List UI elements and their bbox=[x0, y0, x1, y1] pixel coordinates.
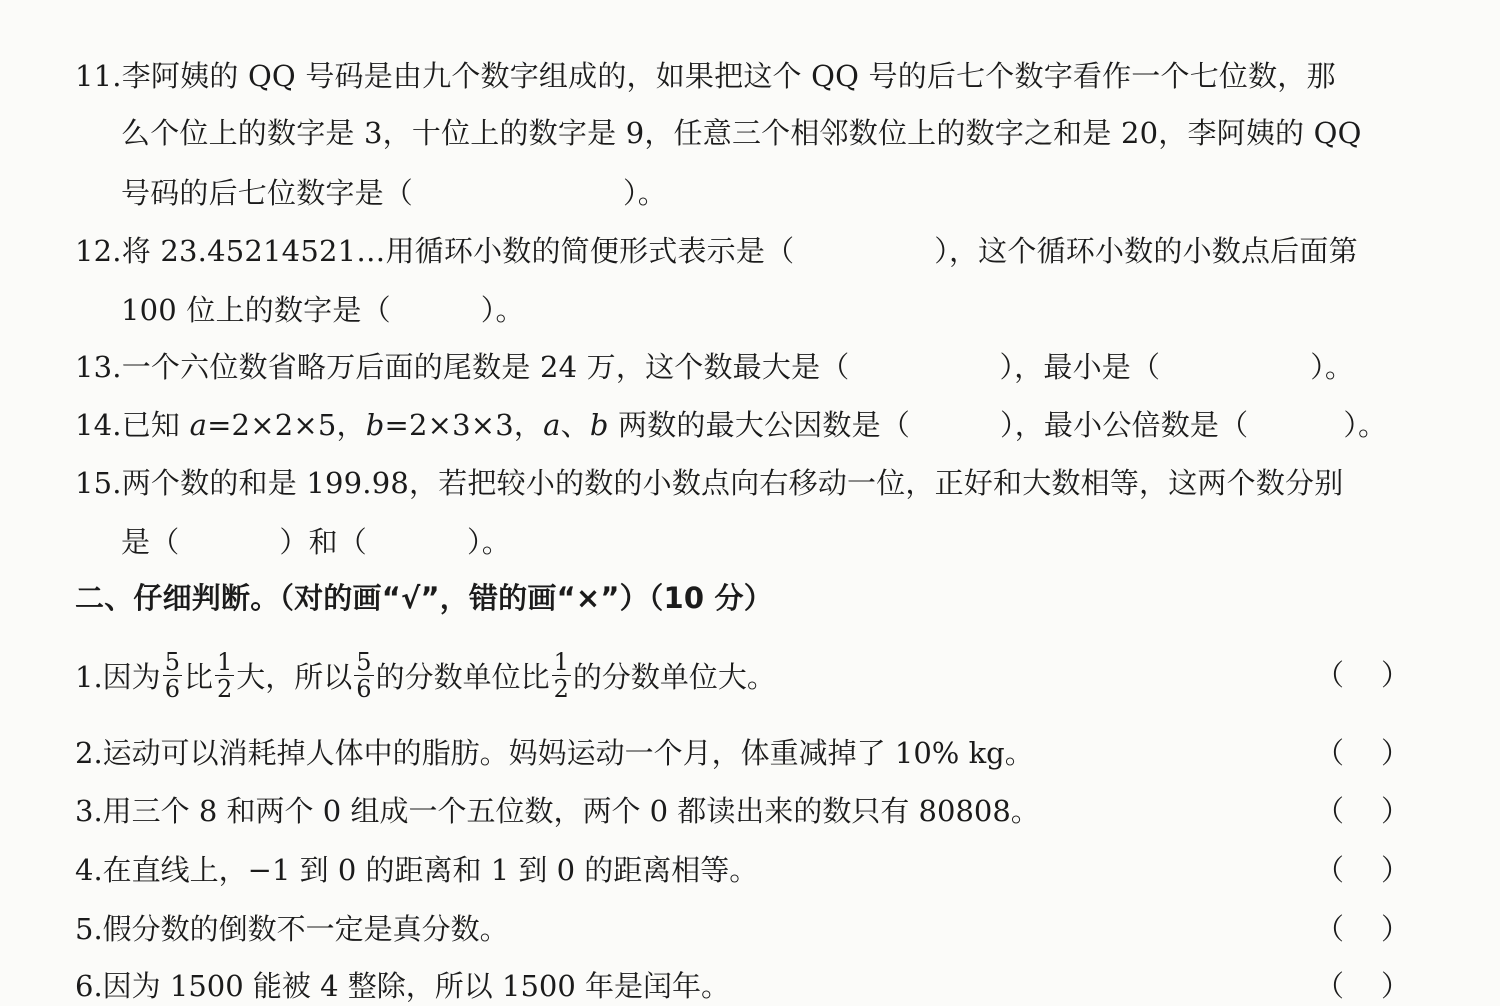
question-text: 因为 1500 能被 4 整除，所以 1500 年是闰年。 bbox=[102, 969, 731, 1003]
answer-parentheses[interactable] bbox=[1315, 966, 1410, 1006]
question-11-line-1 bbox=[75, 56, 1415, 96]
question-number: 11. bbox=[75, 59, 122, 93]
question-12-line-2 bbox=[121, 290, 1461, 330]
numerator: 5 bbox=[164, 647, 180, 676]
question-text: 将 23.45214521…用循环小数的简便形式表示是（ bbox=[121, 234, 795, 268]
close-paren: ） bbox=[1380, 658, 1410, 692]
question-text: 100 位上的数字是（ bbox=[121, 293, 391, 327]
question-text: 比 bbox=[183, 660, 213, 694]
question-text: 一个六位数省略万后面的尾数是 24 万，这个数最大是（ bbox=[121, 350, 850, 384]
question-number: 6. bbox=[75, 969, 103, 1003]
question-text: ），最小是（ bbox=[999, 350, 1161, 384]
question-text: 李阿姨的 QQ 号码是由九个数字组成的，如果把这个 QQ 号的后七个数字看作一个七位数，那 bbox=[121, 59, 1336, 93]
question-text: ）。 bbox=[1310, 350, 1355, 384]
question-14 bbox=[75, 405, 1415, 445]
judge-question-6 bbox=[75, 966, 730, 1006]
question-text: ）。 bbox=[1343, 408, 1388, 442]
variable-a: a bbox=[189, 408, 208, 442]
close-paren: ） bbox=[1380, 736, 1410, 770]
question-text: =2×3×3， bbox=[384, 408, 544, 442]
judge-question-1 bbox=[75, 645, 776, 709]
question-text: 的分数单位大。 bbox=[572, 660, 776, 694]
question-number: 5. bbox=[75, 912, 103, 946]
question-11-line-2 bbox=[121, 113, 1461, 153]
question-text: 是（ bbox=[121, 525, 180, 559]
question-text: ），这个循环小数的小数点后面第 bbox=[934, 234, 1358, 268]
question-13 bbox=[75, 347, 1415, 387]
question-text: ）。 bbox=[623, 176, 667, 210]
open-paren: （ bbox=[1315, 969, 1345, 1003]
answer-parentheses[interactable] bbox=[1315, 850, 1410, 890]
question-12-line-1 bbox=[75, 231, 1415, 271]
question-text: ）。 bbox=[480, 293, 525, 327]
close-paren: ） bbox=[1380, 853, 1410, 887]
answer-parentheses[interactable] bbox=[1315, 909, 1410, 949]
denominator: 6 bbox=[164, 674, 180, 703]
denominator: 2 bbox=[553, 674, 569, 703]
question-text: ）。 bbox=[467, 525, 511, 559]
fraction bbox=[552, 649, 571, 702]
question-text: 假分数的倒数不一定是真分数。 bbox=[102, 912, 509, 946]
question-text: ）和（ bbox=[279, 525, 368, 559]
answer-parentheses[interactable] bbox=[1315, 655, 1410, 695]
fraction bbox=[354, 649, 373, 702]
question-text: 两个数的和是 199.98，若把较小的数的小数点向右移动一位，正好和大数相等，这两个数分别 bbox=[121, 466, 1344, 500]
question-number: 13. bbox=[75, 350, 122, 384]
open-paren: （ bbox=[1315, 912, 1345, 946]
judge-question-3 bbox=[75, 791, 1040, 831]
question-15-line-1 bbox=[75, 463, 1415, 503]
question-text: 已知 bbox=[121, 408, 190, 442]
question-text: 的分数单位比 bbox=[375, 660, 550, 694]
answer-parentheses[interactable] bbox=[1315, 791, 1410, 831]
open-paren: （ bbox=[1315, 794, 1345, 828]
question-number: 3. bbox=[75, 794, 103, 828]
judge-question-2 bbox=[75, 733, 1034, 773]
question-text: 大，所以 bbox=[236, 660, 353, 694]
variable-b: b bbox=[365, 408, 385, 442]
close-paren: ） bbox=[1380, 969, 1410, 1003]
fraction bbox=[163, 649, 182, 702]
question-text: 用三个 8 和两个 0 组成一个五位数，两个 0 都读出来的数只有 80808。 bbox=[102, 794, 1040, 828]
variable-b: b bbox=[589, 408, 609, 442]
close-paren: ） bbox=[1380, 794, 1410, 828]
open-paren: （ bbox=[1315, 658, 1345, 692]
section-2-heading: 二、仔细判断。（对的画“√”，错的画“×”）（10 分） bbox=[75, 581, 773, 615]
numerator: 5 bbox=[356, 647, 372, 676]
open-paren: （ bbox=[1315, 736, 1345, 770]
question-text: 运动可以消耗掉人体中的脂肪。妈妈运动一个月，体重减掉了 10% kg。 bbox=[102, 736, 1034, 770]
variable-a: a bbox=[543, 408, 561, 442]
fraction bbox=[215, 649, 234, 702]
question-15-line-2 bbox=[121, 522, 1461, 562]
question-number: 14. bbox=[75, 408, 122, 442]
numerator: 1 bbox=[553, 647, 569, 676]
question-text: 、 bbox=[560, 408, 590, 442]
close-paren: ） bbox=[1380, 912, 1410, 946]
question-11-line-3 bbox=[121, 173, 1461, 213]
question-text: 两数的最大公因数是（ bbox=[608, 408, 911, 442]
question-text: 号码的后七位数字是（ bbox=[121, 176, 414, 210]
question-text: ），最小公倍数是（ bbox=[1000, 408, 1249, 442]
numerator: 1 bbox=[216, 647, 233, 676]
question-text: 么个位上的数字是 3，十位上的数字是 9，任意三个相邻数位上的数字之和是 20，李阿姨的 QQ bbox=[121, 116, 1362, 150]
answer-parentheses[interactable] bbox=[1315, 733, 1410, 773]
judge-question-5 bbox=[75, 909, 509, 949]
question-number: 12. bbox=[75, 234, 122, 268]
question-text: 在直线上，−1 到 0 的距离和 1 到 0 的距离相等。 bbox=[102, 853, 759, 887]
question-text: 因为 bbox=[102, 660, 161, 694]
question-number: 15. bbox=[75, 466, 122, 500]
question-text: =2×2×5， bbox=[207, 408, 366, 442]
denominator: 6 bbox=[356, 674, 372, 703]
denominator: 2 bbox=[216, 674, 233, 703]
open-paren: （ bbox=[1315, 853, 1345, 887]
question-number: 1. bbox=[75, 660, 103, 694]
question-number: 2. bbox=[75, 736, 103, 770]
question-number: 4. bbox=[75, 853, 103, 887]
judge-question-4 bbox=[75, 850, 758, 890]
